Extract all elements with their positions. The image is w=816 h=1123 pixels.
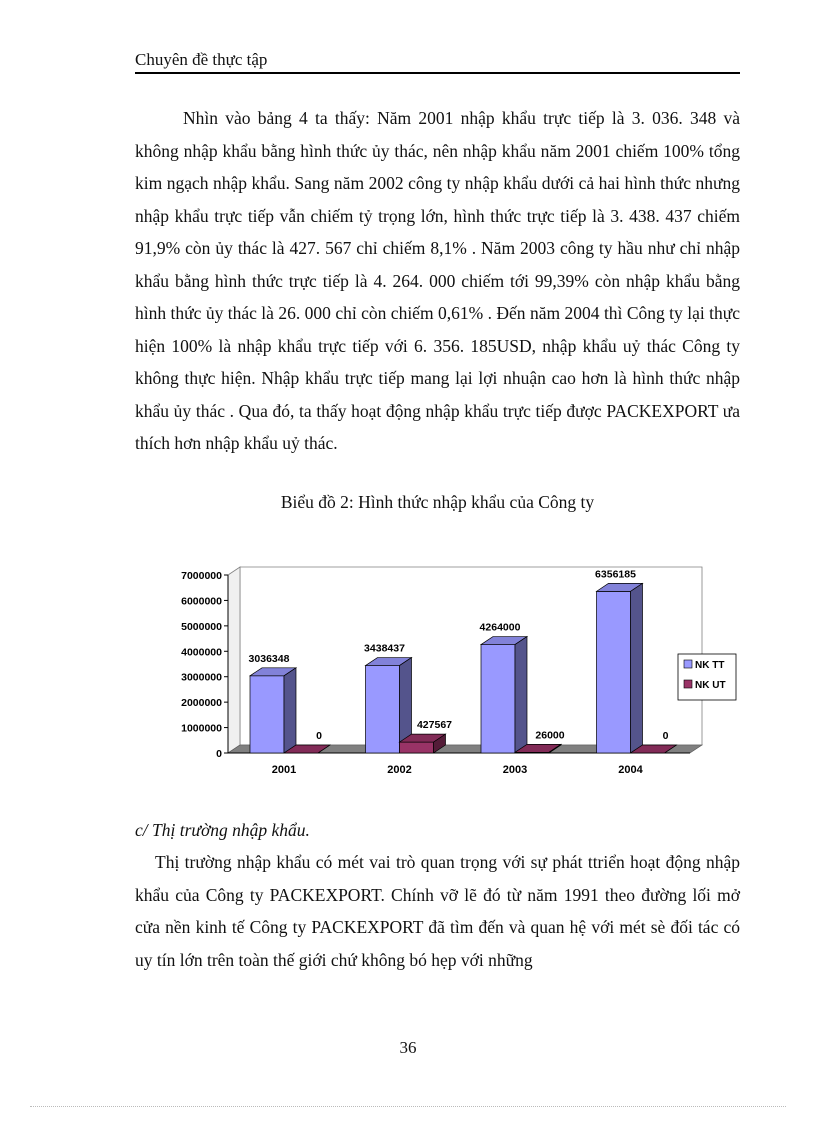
x-tick-label: 2001 <box>271 764 297 776</box>
data-label: 427567 <box>416 719 453 732</box>
bar-side-nk-tt-2004 <box>631 583 643 753</box>
chart-side-wall <box>228 567 240 753</box>
y-tick-label: 4000000 <box>181 646 222 659</box>
bar-side-nk-tt-2003 <box>515 637 527 753</box>
y-tick-label: 0 <box>216 748 222 760</box>
bar-nk-tt-2003 <box>481 645 515 753</box>
legend-swatch <box>684 680 692 688</box>
data-label: 0 <box>316 730 322 742</box>
legend-label: NK UT <box>695 680 726 691</box>
x-tick-label: 2004 <box>618 764 643 776</box>
x-tick-label: 2003 <box>502 764 528 776</box>
data-label: 3438437 <box>364 642 405 655</box>
data-label: 6356185 <box>595 568 636 581</box>
bar-nk-ut-2002 <box>400 742 434 753</box>
y-tick-label: 2000000 <box>181 697 222 710</box>
import-form-chart <box>160 560 726 790</box>
header-title: Chuyên đề thực tập <box>135 50 268 69</box>
legend-swatch <box>684 660 692 668</box>
chart-legend <box>678 654 736 700</box>
data-label: 26000 <box>535 729 565 742</box>
chart-caption: Biểu đồ 2: Hình thức nhập khẩu của Công ty <box>280 492 595 512</box>
x-tick-label: 2002 <box>387 764 412 776</box>
legend-label: NK TT <box>695 660 725 671</box>
y-tick-label: 3000000 <box>181 671 222 684</box>
section-heading: c/ Thị trường nhập khẩu. <box>135 820 310 840</box>
data-label: 0 <box>662 730 669 742</box>
y-tick-label: 6000000 <box>181 595 222 608</box>
page-header <box>135 50 740 74</box>
bar-nk-tt-2001 <box>250 676 284 753</box>
data-label: 3036348 <box>248 652 290 665</box>
paragraph-import-analysis: Nhìn vào bảng 4 ta thấy: Năm 2001 nhập khẩu trực tiếp là 3. 036. 348 và không nhập khẩu bằng hình thức ủy thác, nên nhập khẩu năm 2001 chiếm 100% tổng kim ngạch nhập khẩu. Sang năm 2002 công ty nhập khẩu dưới cả hai hình thức nhưng nhập khẩu trực tiếp vẫn chiếm tỷ trọng lớn, hình thức trực tiếp là 3. 438. 437 chiếm 91,9% còn ủy thác là 427. 567 chỉ chiếm 8,1% . Năm 2003 công ty hầu như chỉ nhập khẩu bằng hình thức trực tiếp là 4. 264. 000 chiếm tới 99,39% còn nhập khẩu bằng hình thức ủy thác là 26. 000 chỉ còn chiếm 0,61% . Đến năm 2004 thì Công ty lại thực hiện 100% là nhập khẩu trực tiếp với 6. 356. 185USD, nhập khẩu uỷ thác Công ty không thực hiện. Nhập khẩu trực tiếp mang lại lợi nhuận cao hơn là hình thức nhập khẩu ủy thác . Qua đó, ta thấy hoạt động nhập khẩu trực tiếp được PACKEXPORT ưa thích hơn nhập khẩu uỷ thác. <box>135 108 740 453</box>
footer-divider <box>30 1106 786 1107</box>
y-tick-label: 1000000 <box>181 722 222 735</box>
page-number: 36 <box>399 1038 417 1057</box>
data-label: 4264000 <box>479 621 521 634</box>
y-tick-label: 5000000 <box>181 620 222 633</box>
y-tick-label: 7000000 <box>181 570 222 582</box>
bar-side-nk-tt-2001 <box>284 668 296 753</box>
paragraph-import-market: Thị trường nhập khẩu có mét vai trò quan trọng với sự phát ttriển hoạt động nhập khẩu của Công ty PACKEXPORT. Chính vỡ lẽ đó từ năm 1991 theo đường lối mở cửa nền kinh tế Công ty PACKEXPORT đã tìm đến và quan hệ với mét sè đối tác có uy tín lớn trên toàn thế giới chứ không bó hẹp với những <box>135 852 740 970</box>
bar-nk-tt-2002 <box>366 666 400 753</box>
bar-nk-tt-2004 <box>597 591 631 753</box>
